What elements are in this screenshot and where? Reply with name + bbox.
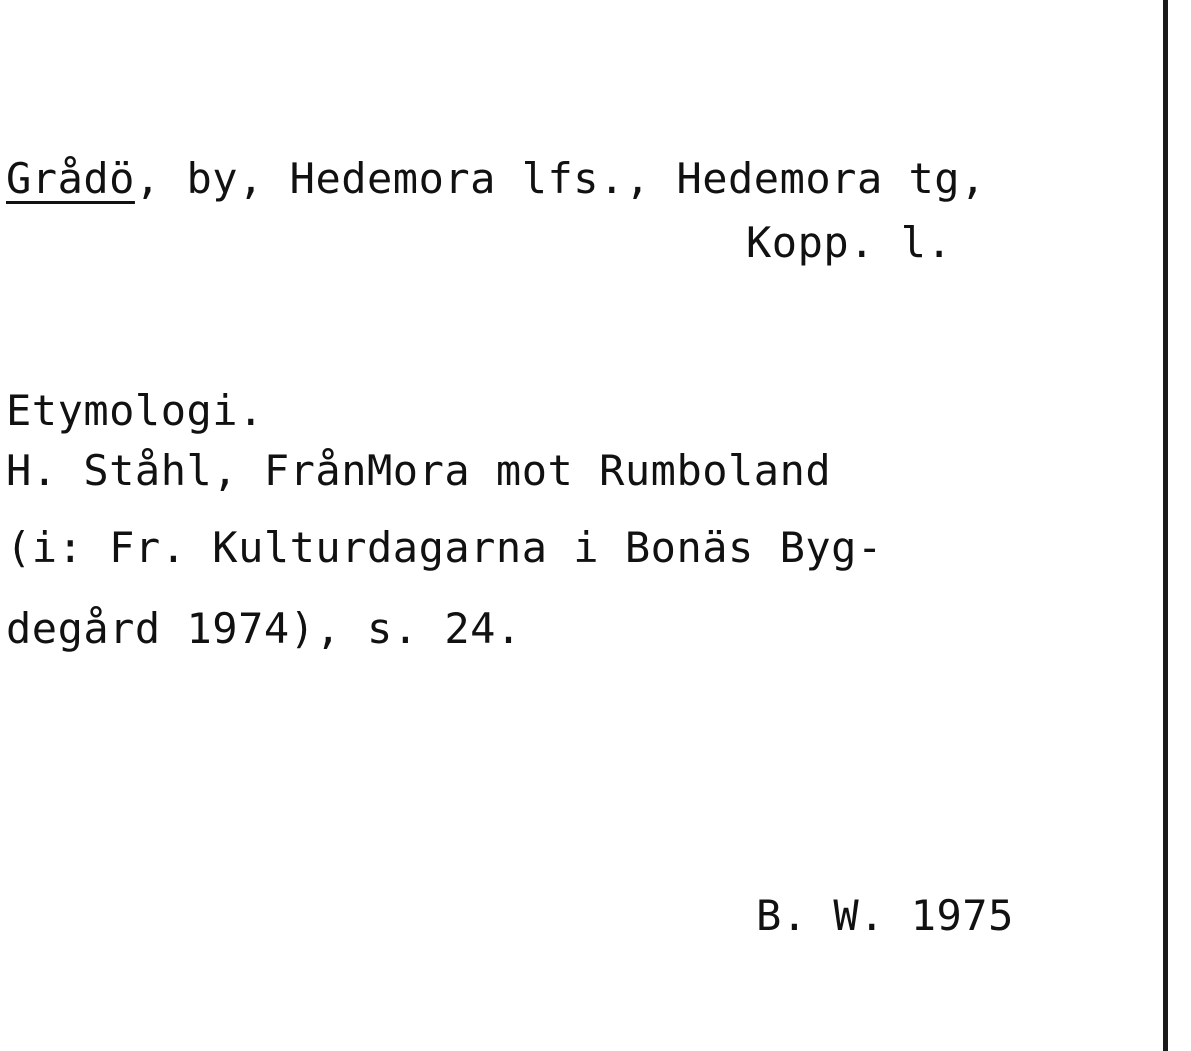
heading-line	[6, 154, 986, 203]
etymology-line: degård 1974), s. 24.	[6, 604, 522, 653]
etymology-label: Etymologi.	[6, 386, 264, 435]
heading-details: , by, Hedemora lfs., Hedemora tg,	[134, 154, 986, 203]
etymology-line: H. Ståhl, FrånMora mot Rumboland	[6, 446, 832, 495]
etymology-line: (i: Fr. Kulturdagarna i Bonäs Byg-	[6, 523, 883, 572]
headword: Grådö	[6, 154, 135, 203]
heading-continuation: Kopp. l.	[746, 218, 953, 267]
signature: B. W. 1975	[756, 891, 1014, 940]
card-edge-line	[1163, 0, 1168, 1051]
